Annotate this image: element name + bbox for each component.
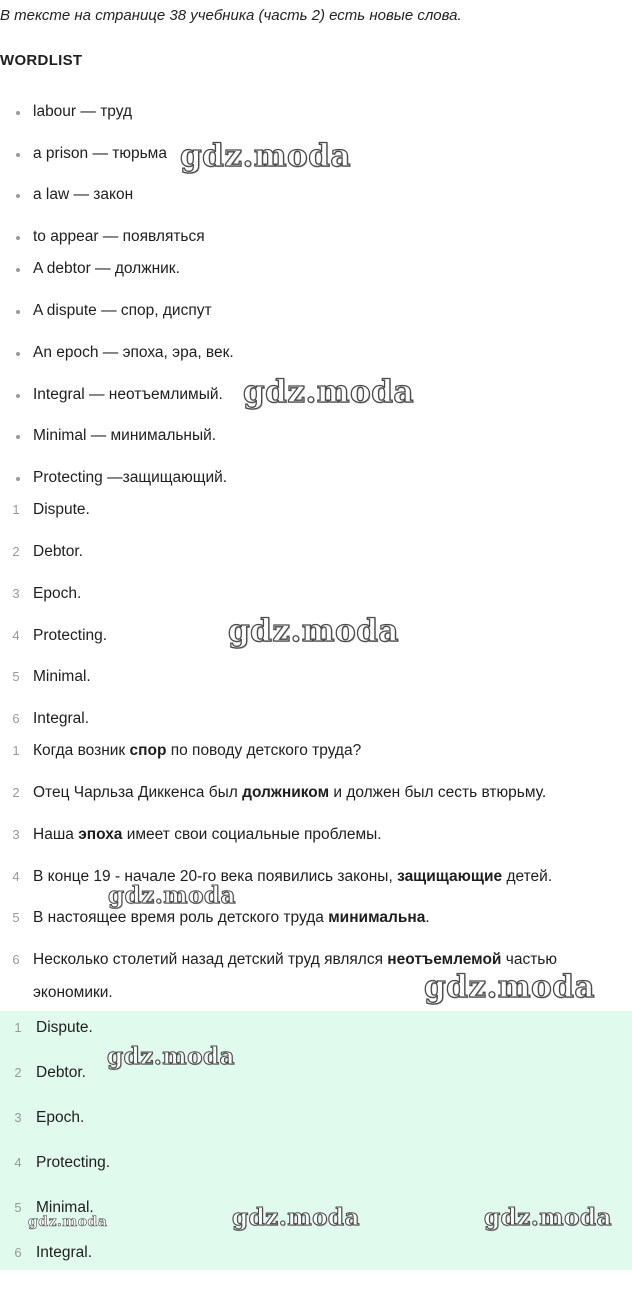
item-number: 2: [12, 544, 20, 559]
item-number: 5: [12, 669, 20, 684]
wordlist-item: [0, 184, 632, 206]
task2-item-text: Отец Чарльза Диккенса был должником и должен был сесть втюрьму.: [33, 784, 547, 801]
task1-item: [0, 583, 632, 605]
task2-item-text: Наша эпоха имеет свои социальные проблемы.: [33, 826, 382, 843]
task2-item-text: Несколько столетий назад детский труд являлся неотъемлемой частью экономики.: [33, 951, 557, 1001]
bullet-icon: [16, 435, 20, 439]
task1-item: [0, 708, 632, 730]
task2-item: [0, 740, 632, 762]
item-number: 4: [14, 1155, 22, 1170]
item-number: 6: [12, 952, 20, 967]
task2-item: [0, 866, 632, 888]
answer-item-text: Debtor.: [36, 1064, 86, 1081]
task1-item: [0, 666, 632, 688]
item-number: 3: [12, 586, 20, 601]
wordlist-item-text: Minimal — минимальный.: [33, 427, 217, 444]
bullet-icon: [16, 153, 20, 157]
answer-item: [0, 1017, 632, 1039]
item-number: 1: [14, 1020, 22, 1035]
item-number: 2: [12, 785, 20, 800]
item-number: 1: [12, 502, 20, 517]
item-number: 3: [14, 1110, 22, 1125]
item-number: 1: [12, 743, 20, 758]
wordlist-item-text: to appear — появляться: [33, 228, 205, 245]
bullet-icon: [16, 477, 20, 481]
keyword: минимальна: [328, 909, 426, 926]
task2-item-text: Когда возник спор по поводу детского труда?: [33, 742, 362, 759]
bullet-icon: [16, 394, 20, 398]
watermark-logo: gdz.moda: [180, 138, 351, 174]
task1-item-text: Epoch.: [33, 585, 82, 602]
task1-item-text: Protecting.: [33, 627, 108, 644]
task1-item-text: Dispute.: [33, 501, 90, 518]
task2-item: [0, 782, 632, 804]
wordlist-item: [0, 300, 632, 322]
answer-item: [0, 1242, 632, 1264]
item-number: 4: [12, 628, 20, 643]
bullet-icon: [16, 352, 20, 356]
bullet-icon: [16, 268, 20, 272]
watermark-logo: gdz.moda: [232, 1204, 360, 1231]
wordlist-item: [0, 425, 632, 447]
item-number: 6: [12, 711, 20, 726]
item-number: 2: [14, 1065, 22, 1080]
watermark-logo: gdz.moda: [424, 969, 595, 1005]
keyword: должником: [242, 784, 330, 801]
intro-text: В тексте на странице 38 учебника (часть 2) есть новые слова.: [0, 7, 462, 24]
wordlist-item-text: A dispute — спор, диспут: [33, 302, 212, 319]
watermark-logo: gdz.moda: [108, 882, 236, 909]
keyword: защищающие: [397, 868, 503, 885]
task1-item: [0, 541, 632, 563]
watermark-logo: gdz.moda: [107, 1043, 235, 1070]
wordlist-item: [0, 101, 632, 123]
wordlist-item: [0, 258, 632, 280]
answer-panel: [0, 1011, 632, 1270]
wordlist-heading: WORDLIST: [0, 52, 83, 69]
wordlist-item: [0, 226, 632, 248]
wordlist-item-text: An epoch — эпоха, эра, век.: [33, 344, 234, 361]
wordlist-item: [0, 342, 632, 364]
watermark-logo: gdz.moda: [228, 613, 399, 649]
task1-item-text: Debtor.: [33, 543, 83, 560]
task1-item-text: Integral.: [33, 710, 90, 727]
task2-item: [0, 907, 632, 929]
item-number: 4: [12, 869, 20, 884]
wordlist-item-text: a prison — тюрьма: [33, 145, 167, 162]
answer-item-text: Dispute.: [36, 1019, 93, 1036]
bullet-icon: [16, 310, 20, 314]
item-number: 6: [14, 1245, 22, 1260]
answer-item: [0, 1062, 632, 1084]
wordlist-item-text: A debtor — должник.: [33, 260, 180, 277]
wordlist-item-text: a law — закон: [33, 186, 134, 203]
bullet-icon: [16, 194, 20, 198]
bullet-icon: [16, 236, 20, 240]
answer-item: [0, 1152, 632, 1174]
answer-item: [0, 1107, 632, 1129]
answer-item-text: Integral.: [36, 1244, 93, 1261]
wordlist-item: [0, 467, 632, 489]
keyword: спор: [129, 742, 167, 759]
task2-item-text: В конце 19 - начале 20-го века появились законы, защищающие детей.: [33, 868, 553, 885]
watermark-logo: gdz.moda: [484, 1204, 612, 1231]
wordlist-item-text: Protecting —защищающий.: [33, 469, 228, 486]
item-number: 5: [14, 1200, 22, 1215]
task2-item: [0, 824, 632, 846]
watermark-logo: gdz.moda: [28, 1214, 108, 1230]
answer-item-text: Epoch.: [36, 1109, 85, 1126]
wordlist-item-text: Integral — неотъемлимый.: [33, 386, 223, 403]
task1-item: [0, 499, 632, 521]
wordlist-item-text: labour — труд: [33, 103, 133, 120]
watermark-logo: gdz.moda: [243, 374, 414, 410]
item-number: 5: [12, 910, 20, 925]
task1-item-text: Minimal.: [33, 668, 91, 685]
bullet-icon: [16, 111, 20, 115]
keyword: эпоха: [78, 826, 123, 843]
answer-item-text: Minimal.: [36, 1199, 94, 1216]
item-number: 3: [12, 827, 20, 842]
keyword: неотъемлемой: [387, 951, 502, 968]
answer-item-text: Protecting.: [36, 1154, 111, 1171]
task2-item-text: В настоящее время роль детского труда минимальна.: [33, 909, 430, 926]
